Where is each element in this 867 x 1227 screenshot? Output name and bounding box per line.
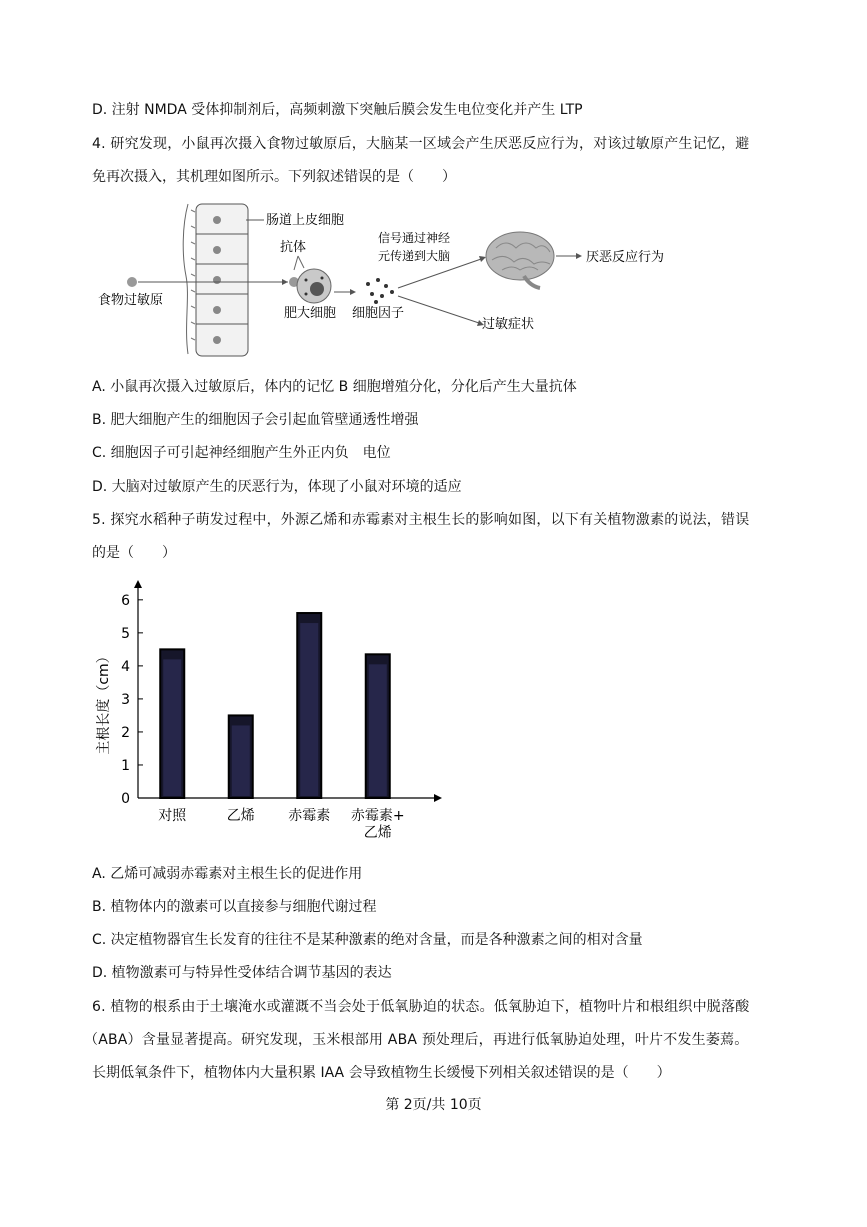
brain-icon bbox=[486, 232, 554, 288]
allergen-dot bbox=[127, 277, 137, 287]
x-category-label: 赤霉素 bbox=[288, 808, 331, 824]
q4-option-b: B. 肥大细胞产生的细胞因子会引起血管壁通透性增强 bbox=[92, 412, 419, 428]
y-tick-label: 0 bbox=[121, 791, 130, 807]
y-tick-label: 3 bbox=[121, 691, 130, 708]
x-category-label: 赤霉素+ bbox=[350, 808, 405, 824]
q5-option-d: D. 植物激素可与特异性受体结合调节基因的表达 bbox=[92, 965, 392, 981]
label-antibody: 抗体 bbox=[280, 240, 307, 255]
chart-y-axis-label: 主根长度（cm） bbox=[96, 649, 112, 755]
y-axis-arrow bbox=[134, 580, 142, 588]
y-tick-label: 1 bbox=[121, 757, 130, 774]
allergy-mechanism-diagram bbox=[92, 196, 692, 364]
intestinal-epithelium bbox=[183, 204, 248, 356]
q6-stem-line3: 长期低氧条件下，植物体内大量积累 IAA 会导致植物生长缓慢下列相关叙述错误的是（ ） bbox=[92, 1065, 671, 1081]
label-mast-cell: 肥大细胞 bbox=[284, 306, 337, 321]
mast-cell bbox=[297, 269, 331, 303]
q4-option-d: D. 大脑对过敏原产生的厌恶行为，体现了小鼠对环境的适应 bbox=[92, 479, 462, 495]
bar-4-fill bbox=[369, 664, 387, 796]
q6-stem-line2: （ABA）含量显著提高。研究发现，玉米根部用 ABA 预处理后，再进行低氧胁迫处理，叶片不发生萎蔫。 bbox=[84, 1032, 749, 1048]
y-tick-label: 2 bbox=[121, 724, 130, 741]
x-category-label: 对照 bbox=[158, 808, 187, 824]
root-length-bar-chart bbox=[92, 572, 452, 852]
y-tick-label: 6 bbox=[121, 592, 130, 609]
bar-2-fill bbox=[232, 725, 250, 796]
chart-bars bbox=[160, 613, 390, 798]
q3-option-d: D. 注射 NMDA 受体抑制剂后，高频刺激下突触后膜会发生电位变化并产生 LTP bbox=[92, 102, 583, 118]
y-tick-label: 5 bbox=[121, 625, 130, 642]
page-footer: 第 2页/共 10页 bbox=[385, 1097, 482, 1113]
cytokine-dots bbox=[366, 278, 394, 304]
q4-option-a: A. 小鼠再次摄入过敏原后，体内的记忆 B 细胞增殖分化，分化后产生大量抗体 bbox=[92, 379, 577, 395]
label-intestinal-cells: 肠道上皮细胞 bbox=[266, 213, 345, 228]
y-tick-label: 4 bbox=[121, 658, 130, 675]
bar-3-fill bbox=[300, 623, 318, 796]
q4-stem-line2: 免再次摄入，其机理如图所示。下列叙述错误的是（ ） bbox=[92, 169, 456, 185]
x-category-label: 乙烯 bbox=[363, 825, 392, 841]
label-signal-line1: 信号通过神经 bbox=[378, 231, 451, 245]
x-category-label: 乙烯 bbox=[226, 808, 255, 824]
chart-y-ticks bbox=[121, 593, 143, 807]
q5-option-b: B. 植物体内的激素可以直接参与细胞代谢过程 bbox=[92, 899, 377, 915]
chart-x-labels bbox=[158, 807, 404, 841]
label-allergen: 食物过敏原 bbox=[98, 293, 164, 308]
x-axis-arrow bbox=[434, 794, 442, 802]
q5-option-a: A. 乙烯可减弱赤霉素对主根生长的促进作用 bbox=[92, 866, 363, 882]
label-signal-line2: 元传递到大脑 bbox=[378, 249, 451, 263]
q5-stem-line2: 的是（ ） bbox=[92, 545, 176, 561]
q5-stem-line1: 5. 探究水稻种子萌发过程中，外源乙烯和赤霉素对主根生长的影响如图，以下有关植物激素的说法，错误 bbox=[92, 512, 750, 528]
label-aversion: 厌恶反应行为 bbox=[586, 250, 665, 265]
q6-stem-line1: 6. 植物的根系由于土壤淹水或灌溉不当会处于低氧胁迫的状态。低氧胁迫下，植物叶片和根组织中脱落酸 bbox=[92, 999, 750, 1015]
q4-option-c: C. 细胞因子可引起神经细胞产生外正内负 电位 bbox=[92, 445, 391, 461]
label-cytokine: 细胞因子 bbox=[352, 306, 405, 321]
label-symptoms: 过敏症状 bbox=[482, 317, 535, 332]
bar-1-fill bbox=[163, 659, 181, 796]
q4-stem-line1: 4. 研究发现，小鼠再次摄入食物过敏原后，大脑某一区域会产生厌恶反应行为，对该过敏原产生记忆，避 bbox=[92, 136, 750, 152]
q5-option-c: C. 决定植物器官生长发育的往往不是某种激素的绝对含量，而是各种激素之间的相对含量 bbox=[92, 932, 643, 948]
